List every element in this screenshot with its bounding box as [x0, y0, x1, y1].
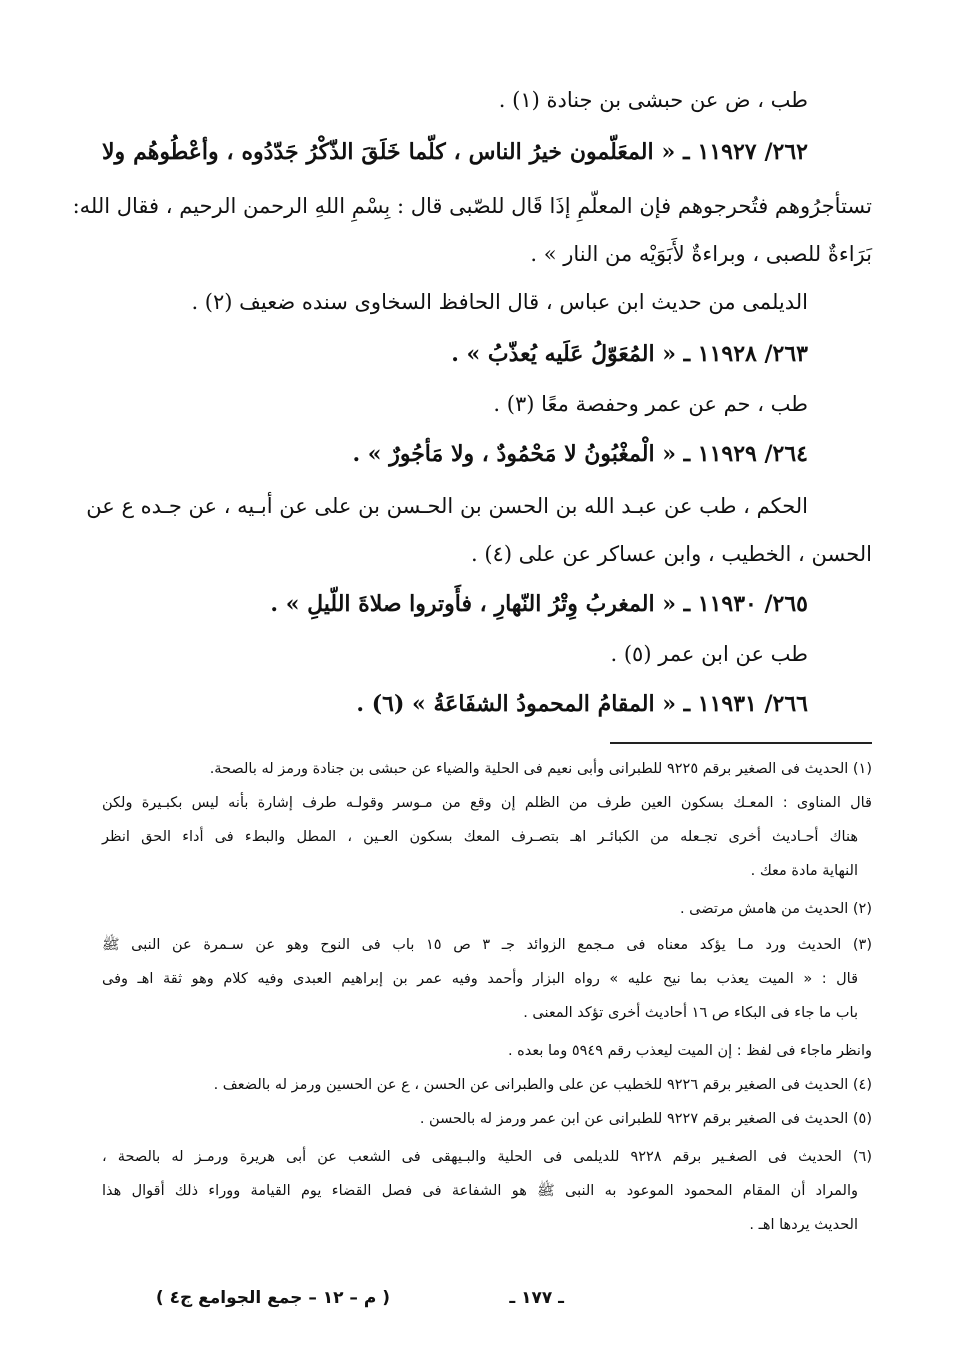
- footnote-line: النهاية مادة معك .: [750, 863, 858, 879]
- hadith-line: ٢٦٥/ ١١٩٣٠ ـ « المغربُ وِتْرُ النّهارِ ، فأَوتروا صلاةَ اللّيلِ » .: [270, 591, 808, 617]
- source-line: الديلمى من حديث ابن عباس ، قال الحافظ السخاوى سنده ضعيف (٢) .: [191, 290, 808, 314]
- hadith-line: ٢٦٤/ ١١٩٢٩ ـ « الْمغْبُونُ لا مَحْمُودٌ ، ولا مَأجُورٌ » .: [352, 441, 808, 467]
- footnote-line: وانظر ماجاء فى لفظ : إن الميت ليعذب رقم ٥٩٤٩ وما بعده .: [507, 1043, 872, 1059]
- source-line: الحسن ، الخطيب ، وابن عساكر عن على (٤) .: [470, 542, 872, 566]
- text-line: تستأجرُوهم فتُحرجوهم فإن المعلّمِ إذَا قَال للصّبى قال : بِسْمِ اللهِ الرحمن الرحيم ، فقال الله:: [72, 194, 872, 218]
- hadith-line: ٢٦٢/ ١١٩٢٧ ـ « المعَلّمون خيرُ الناس ، كلّما خَلَقَ الذّكْرُ جَدّدُوه ، وأعْطُوهُم ولا: [102, 139, 808, 165]
- page-number: ـ ١٧٧ ـ: [509, 1288, 564, 1308]
- hadith-line: ٢٦٣/ ١١٩٢٨ ـ « المُعَوّلُ عَلَيه يُعذّبُ » .: [451, 341, 808, 367]
- footnote-line: الحديث يردها اهـ .: [749, 1217, 858, 1233]
- footnote-line: قال : « الميت يعذب بما نيح عليه » رواه البزار وأحمد وفيه عمر بن إبراهيم العبدى وفيه كلام وهو ثقة اهـ وفى: [102, 971, 858, 987]
- text-line: بَرَاءةٌ للصبى ، وبراءةٌ لأَبَوَيْه من النار » .: [530, 242, 872, 266]
- footnote-separator: [610, 742, 872, 744]
- source-line: الحكم ، طب عن عبـد الله بن الحسن بن الحـسن بن على عن أبـيه ، عن جـده ع عن: [86, 494, 808, 518]
- footnote-line: (٦) الحديث فى الصغـير برقم ٩٢٢٨ للديلمى فى الحلية والبـيهقى فى الشعب عن أبى هريرة ورمـز له بالصحة ،: [102, 1149, 872, 1165]
- footnote-line: (٣) الحديث ورد مـا يؤكد معناه فى مـجمع الزوائد جـ ٣ ص ١٥ باب فى النوح وهو عن سـمرة عن النبى ﷺ: [102, 937, 872, 953]
- footnote-line: باب ما جاء فى البكاء ص ١٦ أحاديث أخرى تؤكد المعنى .: [523, 1005, 858, 1021]
- footnote-line: (٥) الحديث فى الصغير برقم ٩٢٢٧ للطبرانى عن ابن عمر ورمز له بالحسن .: [419, 1111, 872, 1127]
- footnote-line: هناك أحـاديث أخرى تجـعله من الكبائـر اهـ بتصـرف المعك بسكون العـين ، المطل والبطء فى أداء الحق انظر: [102, 829, 858, 845]
- footnote-line: (١) الحديث فى الصغير برقم ٩٢٢٥ للطبرانى وأبى نعيم فى الحلية والضياء عن حبشى بن جنادة ورمز له بالصحة.: [209, 761, 872, 777]
- source-line: طب ، حم عن عمر وحفصة معًا (٣) .: [493, 392, 808, 416]
- footnote-line: (٢) الحديث من هامش مرتضى .: [679, 901, 872, 917]
- source-line: طب عن ابن عمر (٥) .: [610, 642, 808, 666]
- footnote-line: قال المناوى : المعـك بسكون العين طرف من الظلم إن وقع من مـوسر وقولـه طرف إشارة بأنه ليس بكبـيرة ولكن: [102, 795, 872, 811]
- text-line: طب ، ض عن حبشى بن جنادة (١) .: [498, 88, 808, 112]
- signature-mark: ( م – ١٢ – جمع الجوامع ج٤ ): [155, 1288, 390, 1308]
- footnote-line: والمراد أن المقام المحمود الموعود به النبى ﷺ هو الشفاعة فى فصل القضاء يوم القيامة ووراء ذلك أقوال هذا: [102, 1183, 858, 1199]
- hadith-line: ٢٦٦/ ١١٩٣١ ـ « المقامُ المحمودُ الشفَاعَةُ » (٦) .: [356, 691, 808, 717]
- footnote-line: (٤) الحديث فى الصغير برقم ٩٢٢٦ للخطيب عن على والطبرانى عن الحسن ، ع عن الحسين ورمز له بالضعف .: [213, 1077, 872, 1093]
